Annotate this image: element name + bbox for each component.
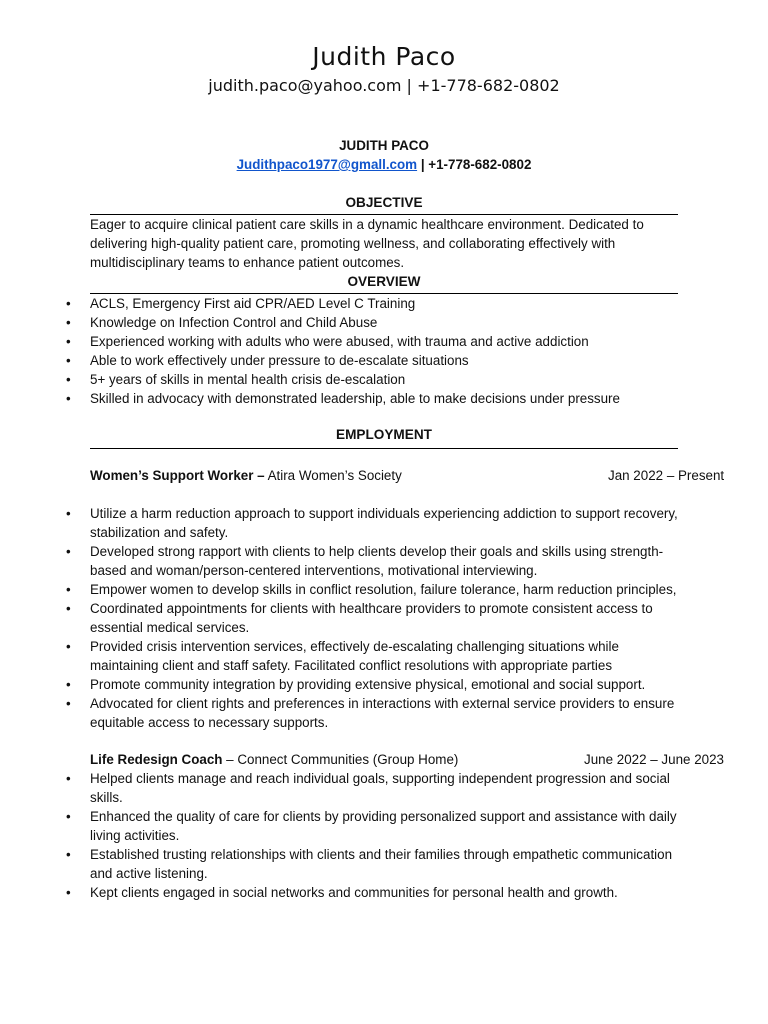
resume-contact — [90, 155, 678, 174]
section-title-objective: OBJECTIVE — [90, 193, 678, 215]
job-header — [90, 750, 724, 769]
job-header — [90, 466, 725, 485]
overview-list — [90, 294, 678, 408]
job-org: Atira Women’s Society — [264, 468, 402, 483]
list-item: • Provided crisis intervention services, effectively de-escalating challenging situations while maintaining client and staff safety. Facilitated conflict resolutions with appropriate parties — [90, 637, 678, 675]
objective-text: Eager to acquire clinical patient care skills in a dynamic healthcare environment. Dedicated to delivering high-quality patient care, promoting wellness, and collaborating effectively with multidisciplinary teams to enhance patient outcomes. — [90, 217, 644, 270]
job-org: – Connect Communities (Group Home) — [222, 752, 459, 767]
job-title: Women’s Support Worker – — [90, 468, 265, 483]
list-item: • Helped clients manage and reach individual goals, supporting independent progression and social skills. — [90, 769, 678, 807]
job-dates: Jan 2022 – Present — [608, 468, 725, 483]
resume-document — [90, 136, 725, 902]
page-header-name: Judith Paco — [312, 42, 456, 71]
list-item: • Developed strong rapport with clients to help clients develop their goals and skills using strength-based and woman/person-centered interventions, motivational interviewing. — [90, 542, 678, 580]
list-item: • Skilled in advocacy with demonstrated leadership, able to make decisions under pressure — [90, 389, 678, 408]
list-item: • Able to work effectively under pressure to de-escalate situations — [90, 351, 678, 370]
list-item: • Advocated for client rights and preferences in interactions with external service providers to ensure equitable access to necessary supports. — [90, 694, 678, 732]
section-title-overview: OVERVIEW — [90, 272, 678, 294]
page-header-contact: judith.paco@yahoo.com | +1-778-682-0802 — [208, 76, 560, 95]
list-item: • Established trusting relationships with clients and their families through empathetic communication and active listening. — [90, 845, 678, 883]
resume-name: JUDITH PACO — [339, 138, 429, 153]
job-duties-list — [90, 769, 678, 902]
list-item: • Utilize a harm reduction approach to support individuals experiencing addiction to support recovery, stabilization and safety. — [90, 504, 678, 542]
list-item: • Empower women to develop skills in conflict resolution, failure tolerance, harm reduction principles, — [90, 580, 678, 599]
list-item: • Coordinated appointments for clients with healthcare providers to promote consistent access to essential medical services. — [90, 599, 678, 637]
list-item: • Enhanced the quality of care for clients by providing personalized support and assistance with daily living activities. — [90, 807, 678, 845]
list-item: • 5+ years of skills in mental health crisis de-escalation — [90, 370, 678, 389]
list-item: • Kept clients engaged in social networks and communities for personal health and growth. — [90, 883, 678, 902]
job-duties-list — [90, 504, 678, 732]
section-title-employment: EMPLOYMENT — [90, 425, 678, 449]
list-item: • ACLS, Emergency First aid CPR/AED Level C Training — [90, 294, 678, 313]
phone-number: | +1-778-682-0802 — [417, 157, 532, 172]
list-item: • Knowledge on Infection Control and Child Abuse — [90, 313, 678, 332]
job-dates: June 2022 – June 2023 — [584, 752, 724, 767]
email-link[interactable]: Judithpaco1977@gmall.com — [236, 157, 418, 172]
list-item: • Promote community integration by providing extensive physical, emotional and social support. — [90, 675, 678, 694]
job-title: Life Redesign Coach — [90, 752, 223, 767]
list-item: • Experienced working with adults who were abused, with trauma and active addiction — [90, 332, 678, 351]
